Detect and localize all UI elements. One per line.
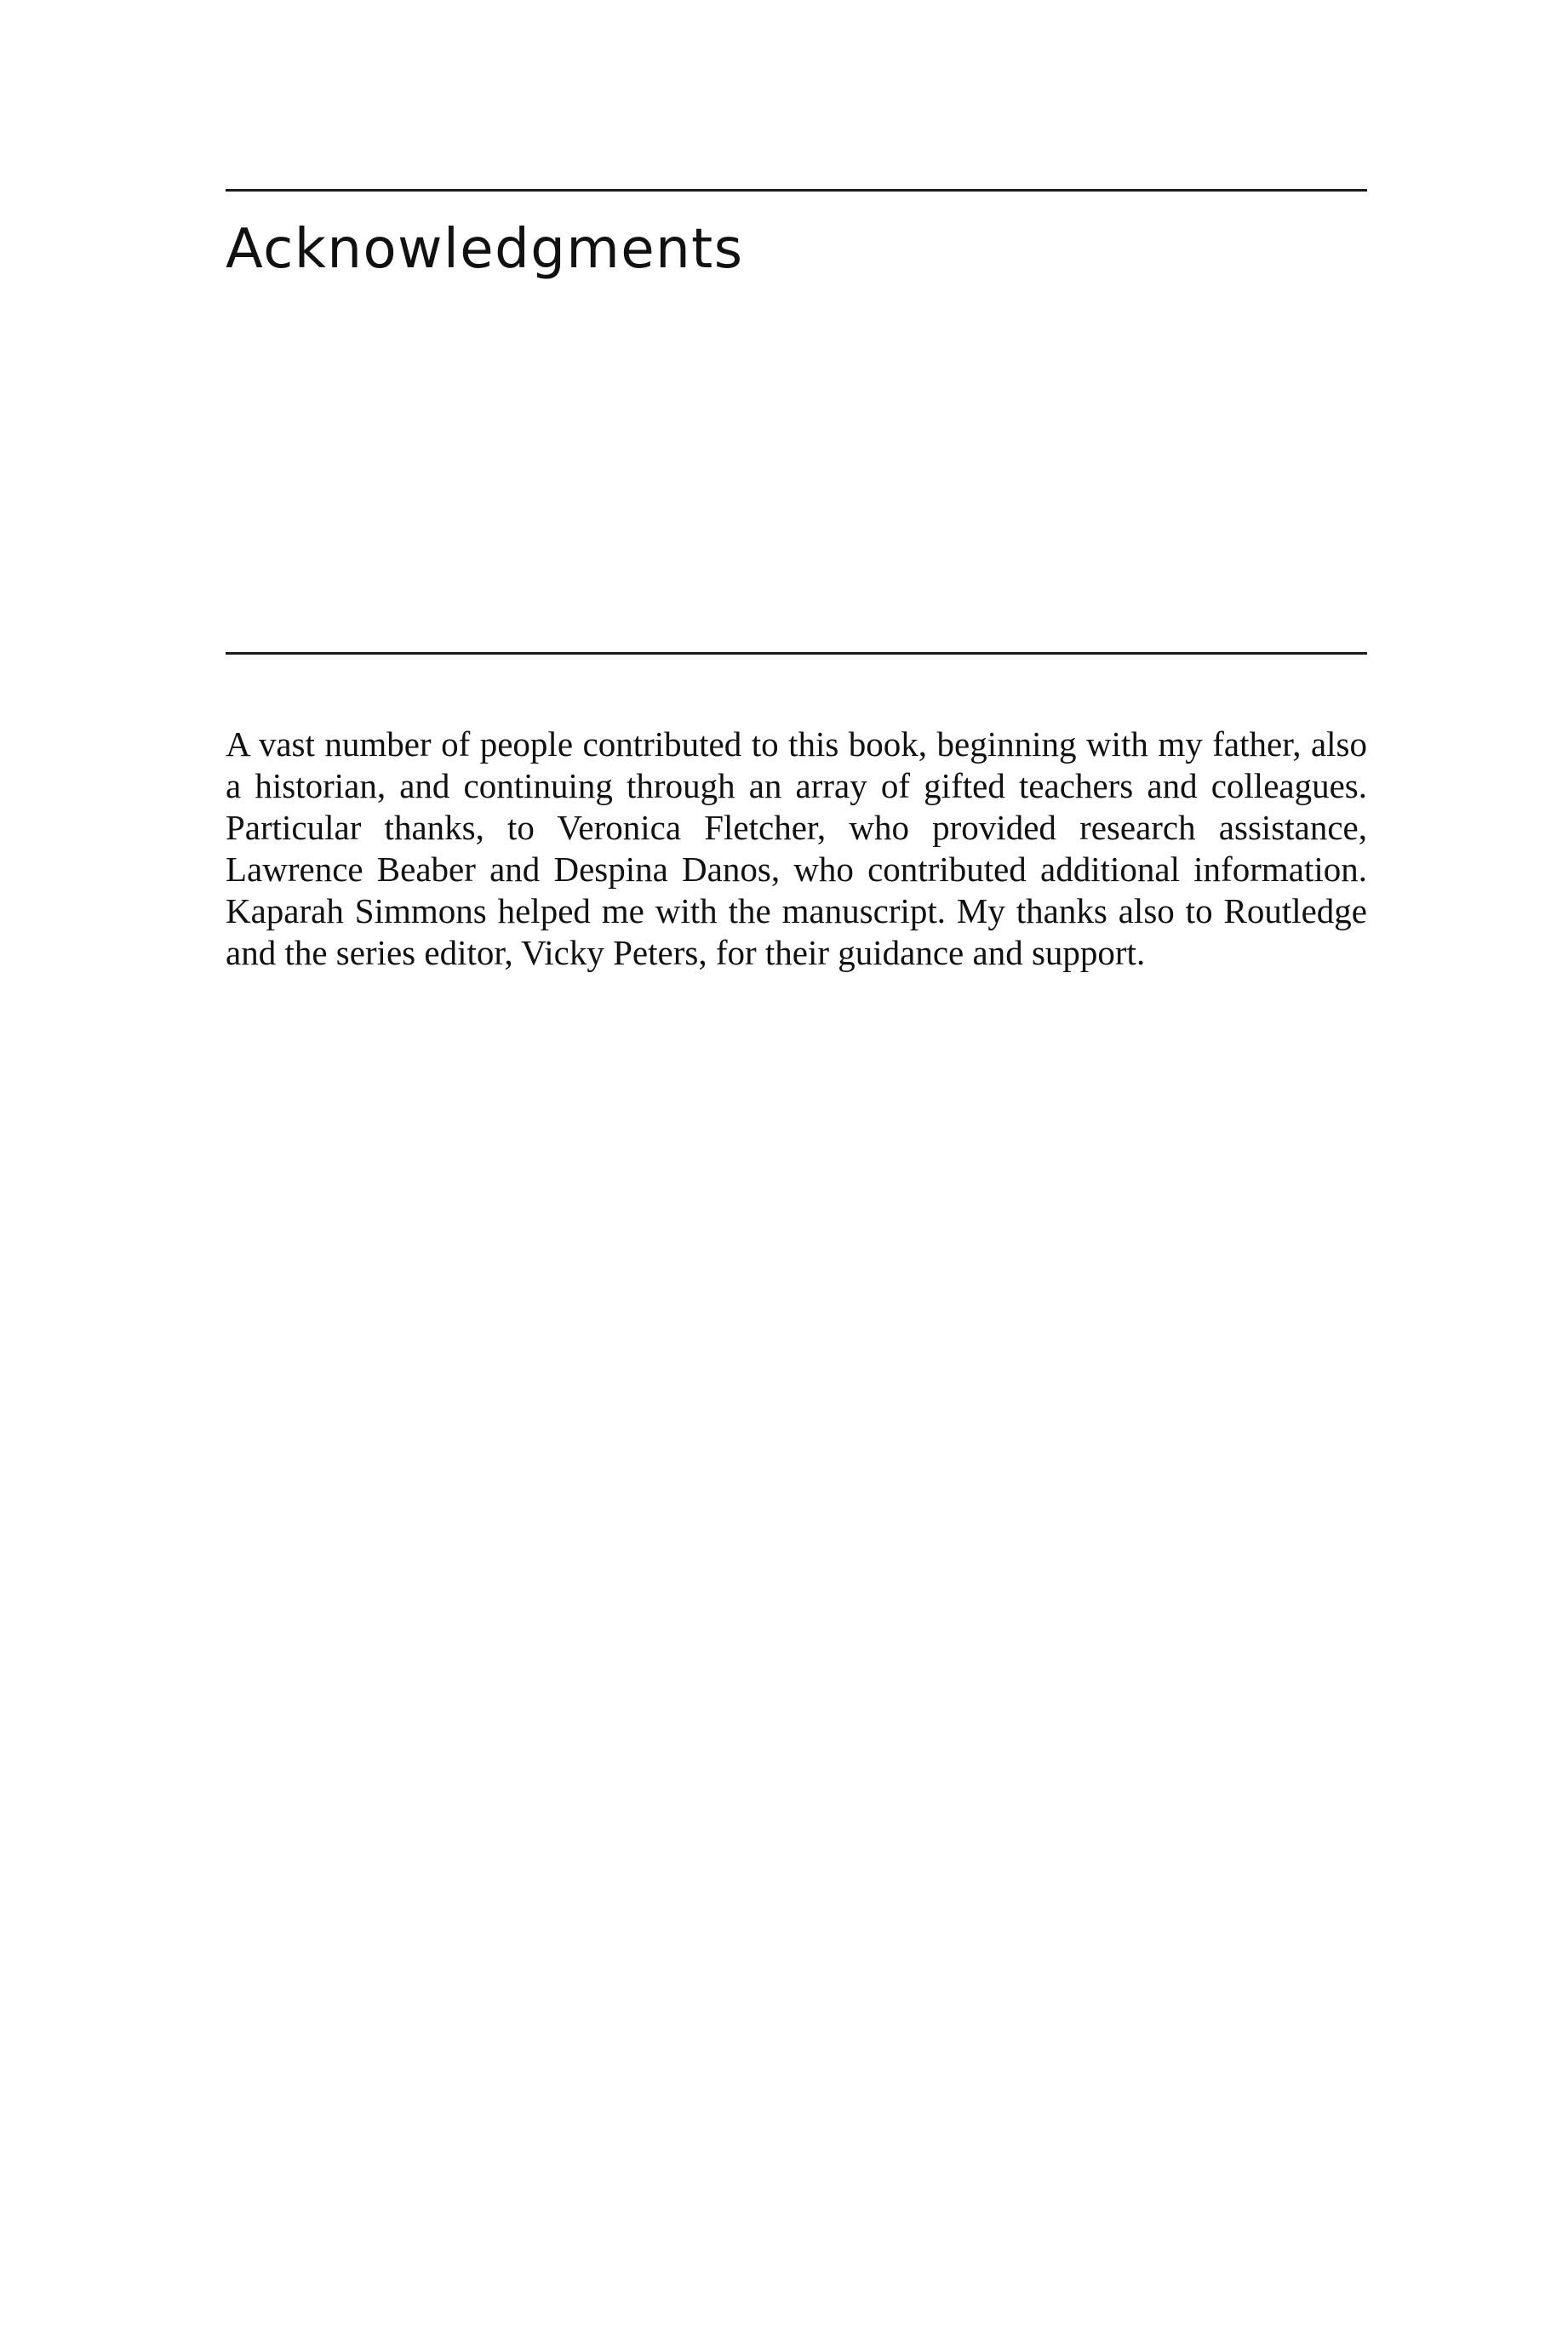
bottom-rule [226,652,1367,655]
page-title: Acknowledgments [226,218,744,281]
acknowledgments-paragraph: A vast number of people contributed to this book, beginning with my father, also a historian, and continuing through an array of gifted teachers and colleagues. Particular thanks, to Veronica Fletcher, who provided research assistance, Lawrence Beaber and Despina Danos, who contributed additional information. Kaparah Simmons helped me with the manuscript. My thanks also to Routledge and the series editor, Vicky Peters, for their guidance and support. [226,724,1367,972]
top-rule [226,189,1367,192]
